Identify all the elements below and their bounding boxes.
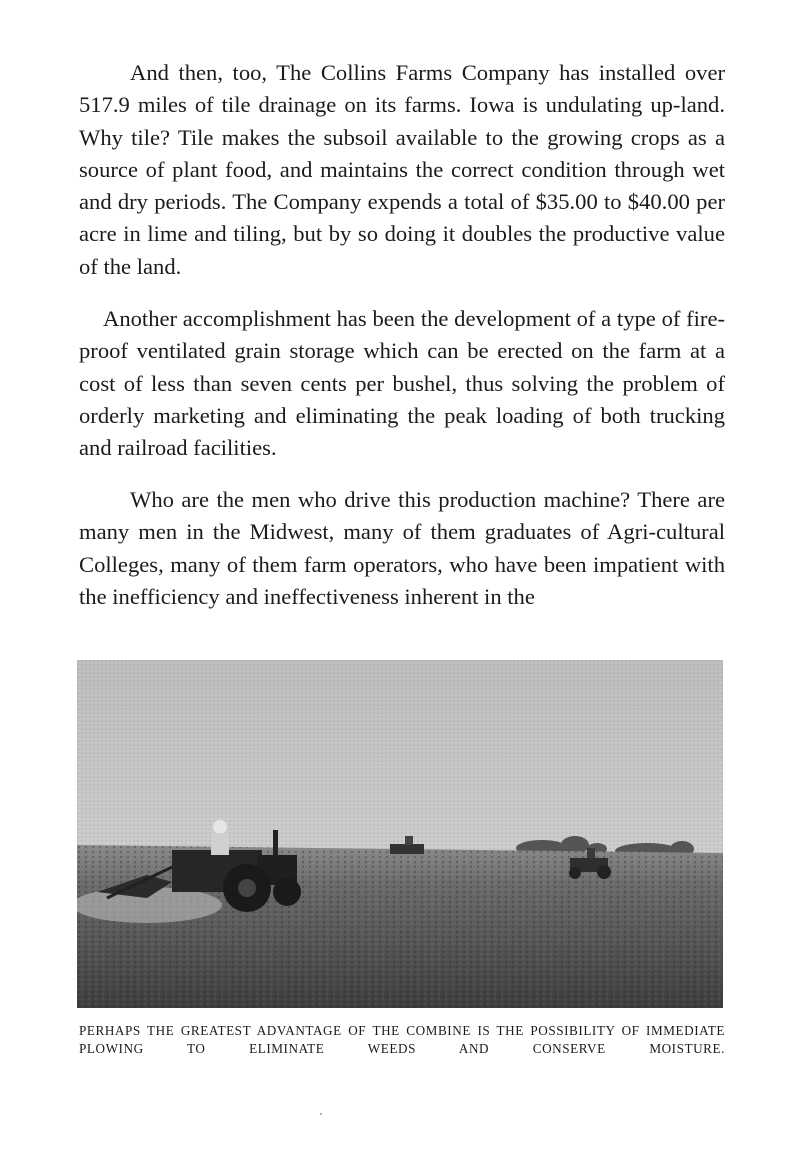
paragraph-grain-storage: Another accomplishment has been the development of a type of fire-proof ventilated grain storage which can be erected on the farm at a cost of less than seven cents per bushel, thus solving the problem of orderly marketing and eliminating the peak loading of both trucking and railroad facilities. (79, 306, 725, 461)
print-speck (320, 1113, 322, 1115)
paragraph-tile-drainage: And then, too, The Collins Farms Company has installed over 517.9 miles of tile drainage on its farms. Iowa is undulating up-land. Why tile? Tile makes the subsoil available to the growing crops as a source of plant food, and maintains the correct condition through wet and dry periods. The Company expends a total of $35.00 to $40.00 per acre in lime and tiling, but by so doing it doubles the productive value of the land. (79, 60, 725, 279)
farm-plowing-photo (77, 660, 723, 1008)
photo-caption: PERHAPS THE GREATEST ADVANTAGE OF THE COMBINE IS THE POSSIBILITY OF IMMEDIATE PLOWING TO ELIMINATE WEEDS AND CONSERVE MOISTURE. (79, 1023, 725, 1056)
paragraph-production-men: Who are the men who drive this production machine? There are many men in the Midwest, many of them graduates of Agri-cultural Colleges, many of them farm operators, who have been impatient with the inefficiency and ineffectiveness inherent in the (79, 487, 725, 609)
